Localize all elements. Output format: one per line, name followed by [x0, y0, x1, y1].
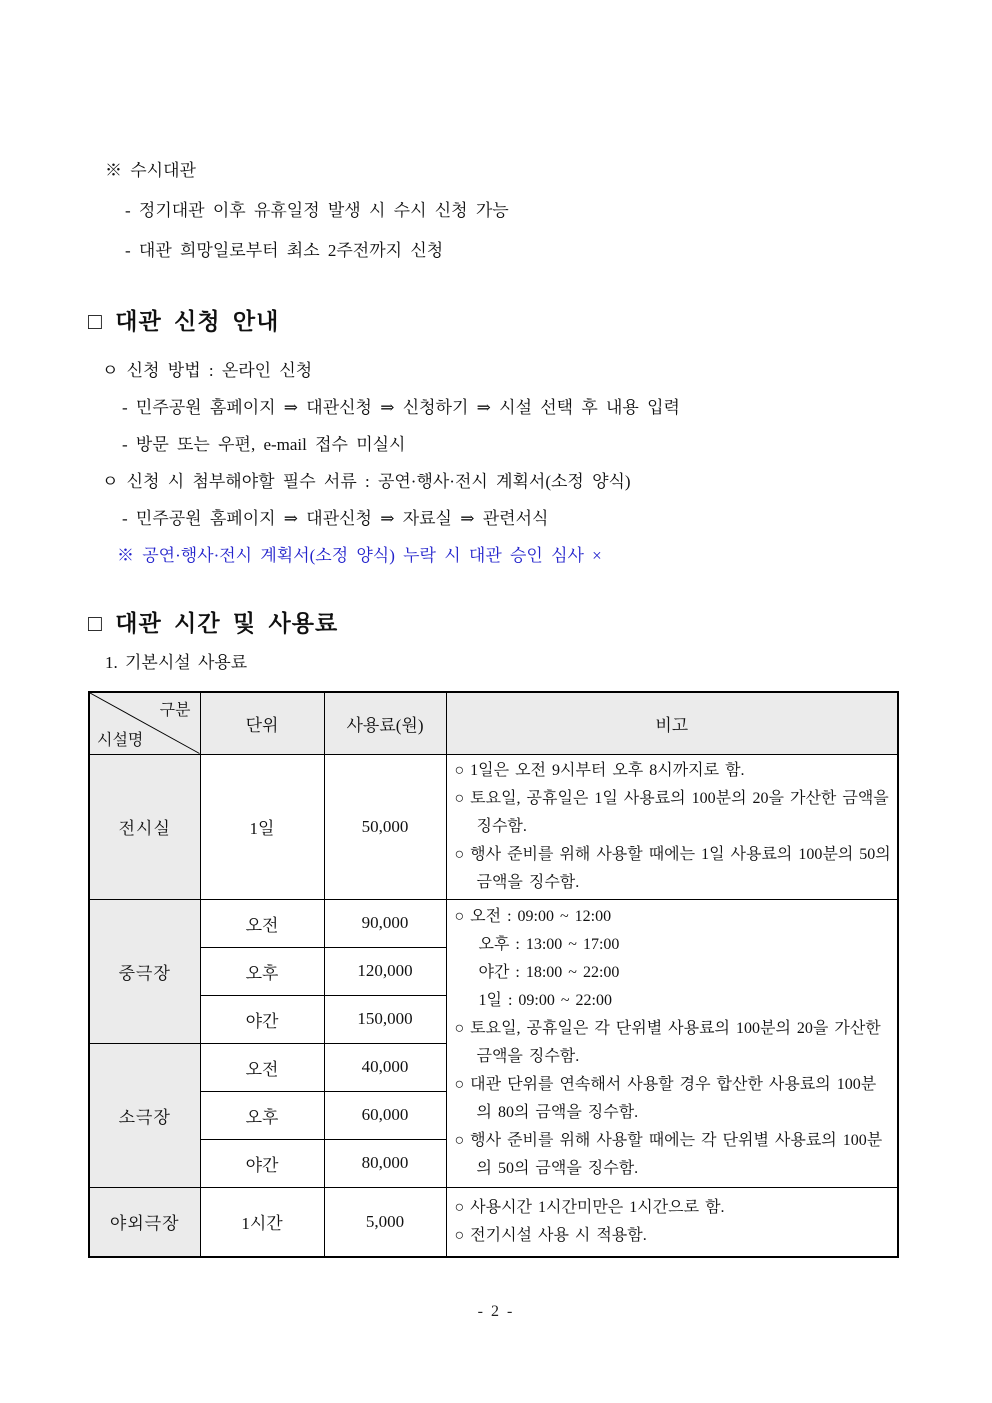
table-header-row	[89, 692, 898, 754]
corner-label-facility: 시설명	[97, 731, 144, 749]
unit-medium-afternoon: 오후	[200, 947, 324, 995]
fee-small-night: 80,000	[324, 1139, 446, 1187]
note-line: ○ 대관 단위를 연속해서 사용할 경우 합산한 사용료의 100분의 80의 금액을 징수함.	[454, 1076, 877, 1121]
apply-line-forms-flow: - 민주공원 홈페이지 ⇒ 대관신청 ⇒ 자료실 ⇒ 관련서식	[122, 509, 549, 528]
unit-small-night: 야간	[200, 1139, 324, 1187]
note-line: 1일 : 09:00 ~ 22:00	[478, 992, 612, 1009]
note-line: ○ 사용시간 1시간미만은 1시간으로 함.	[454, 1198, 725, 1216]
fees-table	[88, 691, 899, 1258]
note-line: ○ 전기시설 사용 시 적용함.	[454, 1226, 647, 1244]
apply-line-no-mail: - 방문 또는 우편, e-mail 접수 미실시	[122, 435, 406, 454]
fee-medium-morning: 90,000	[324, 899, 446, 947]
note-line: 오후 : 13:00 ~ 17:00	[478, 936, 620, 953]
facility-medium-theater: 중극장	[89, 899, 200, 1043]
fee-medium-night: 150,000	[324, 995, 446, 1043]
susi-item: - 정기대관 이후 유휴일정 발생 시 수시 신청 가능	[125, 201, 509, 220]
apply-line-homepage-flow: - 민주공원 홈페이지 ⇒ 대관신청 ⇒ 신청하기 ⇒ 시설 선택 후 내용 입력	[122, 398, 680, 417]
apply-line-required-docs: ㅇ 신청 시 첨부해야할 필수 서류 : 공연·행사·전시 계획서(소정 양식)	[102, 472, 631, 491]
note-line: ○ 행사 준비를 위해 사용할 때에는 1일 사용료의 100분의 50의 금액을 징수함.	[454, 845, 891, 891]
apply-line-blue-warning: ※ 공연·행사·전시 계획서(소정 양식) 누락 시 대관 승인 심사 ×	[117, 546, 602, 565]
corner-label-gubun: 구분	[159, 702, 191, 719]
unit-medium-morning: 오전	[200, 899, 324, 947]
fee-small-afternoon: 60,000	[324, 1091, 446, 1139]
note-cell-outdoor	[446, 1187, 898, 1257]
note-line: ○ 오전 : 09:00 ~ 12:00	[454, 908, 612, 925]
apply-section-heading: □ 대관 신청 안내	[88, 308, 280, 334]
unit-exhibition: 1일	[200, 754, 324, 899]
fee-outdoor: 5,000	[324, 1187, 446, 1257]
note-cell-theaters	[446, 899, 898, 1187]
note-line: ○ 1일은 오전 9시부터 오후 8시까지로 함.	[454, 761, 745, 779]
table-row-medium-morning	[89, 899, 898, 947]
corner-header-cell	[89, 692, 200, 754]
fees-subheading: 1. 기본시설 사용료	[105, 653, 248, 672]
unit-medium-night: 야간	[200, 995, 324, 1043]
apply-line-method: ㅇ 신청 방법 : 온라인 신청	[102, 361, 313, 380]
fees-section-heading: □ 대관 시간 및 사용료	[88, 610, 339, 636]
fee-small-morning: 40,000	[324, 1043, 446, 1091]
header-note: 비고	[446, 692, 898, 754]
header-fee: 사용료(원)	[324, 692, 446, 754]
page-number: - 2 -	[477, 1303, 515, 1320]
susi-title: ※ 수시대관	[105, 161, 196, 180]
note-line: ○ 토요일, 공휴일은 1일 사용료의 100분의 20을 가산한 금액을 징수함.	[454, 789, 889, 835]
unit-small-afternoon: 오후	[200, 1091, 324, 1139]
note-line: ○ 토요일, 공휴일은 각 단위별 사용료의 100분의 20을 가산한 금액을 징수함.	[454, 1020, 881, 1065]
unit-outdoor: 1시간	[200, 1187, 324, 1257]
note-cell-exhibition	[446, 754, 898, 899]
facility-small-theater: 소극장	[89, 1043, 200, 1187]
section-susi	[88, 158, 904, 264]
facility-exhibition: 전시실	[89, 754, 200, 899]
note-line: ○ 행사 준비를 위해 사용할 때에는 각 단위별 사용료의 100분의 50의 금액을 징수함.	[454, 1132, 883, 1177]
header-unit: 단위	[200, 692, 324, 754]
unit-small-morning: 오전	[200, 1043, 324, 1091]
apply-section-body	[88, 352, 904, 574]
table-row-exhibition	[89, 754, 898, 899]
fee-medium-afternoon: 120,000	[324, 947, 446, 995]
fee-exhibition: 50,000	[324, 754, 446, 899]
facility-outdoor: 야외극장	[89, 1187, 200, 1257]
table-row-outdoor	[89, 1187, 898, 1257]
note-line: 야간 : 18:00 ~ 22:00	[478, 964, 620, 981]
susi-item: - 대관 희망일로부터 최소 2주전까지 신청	[125, 241, 444, 260]
